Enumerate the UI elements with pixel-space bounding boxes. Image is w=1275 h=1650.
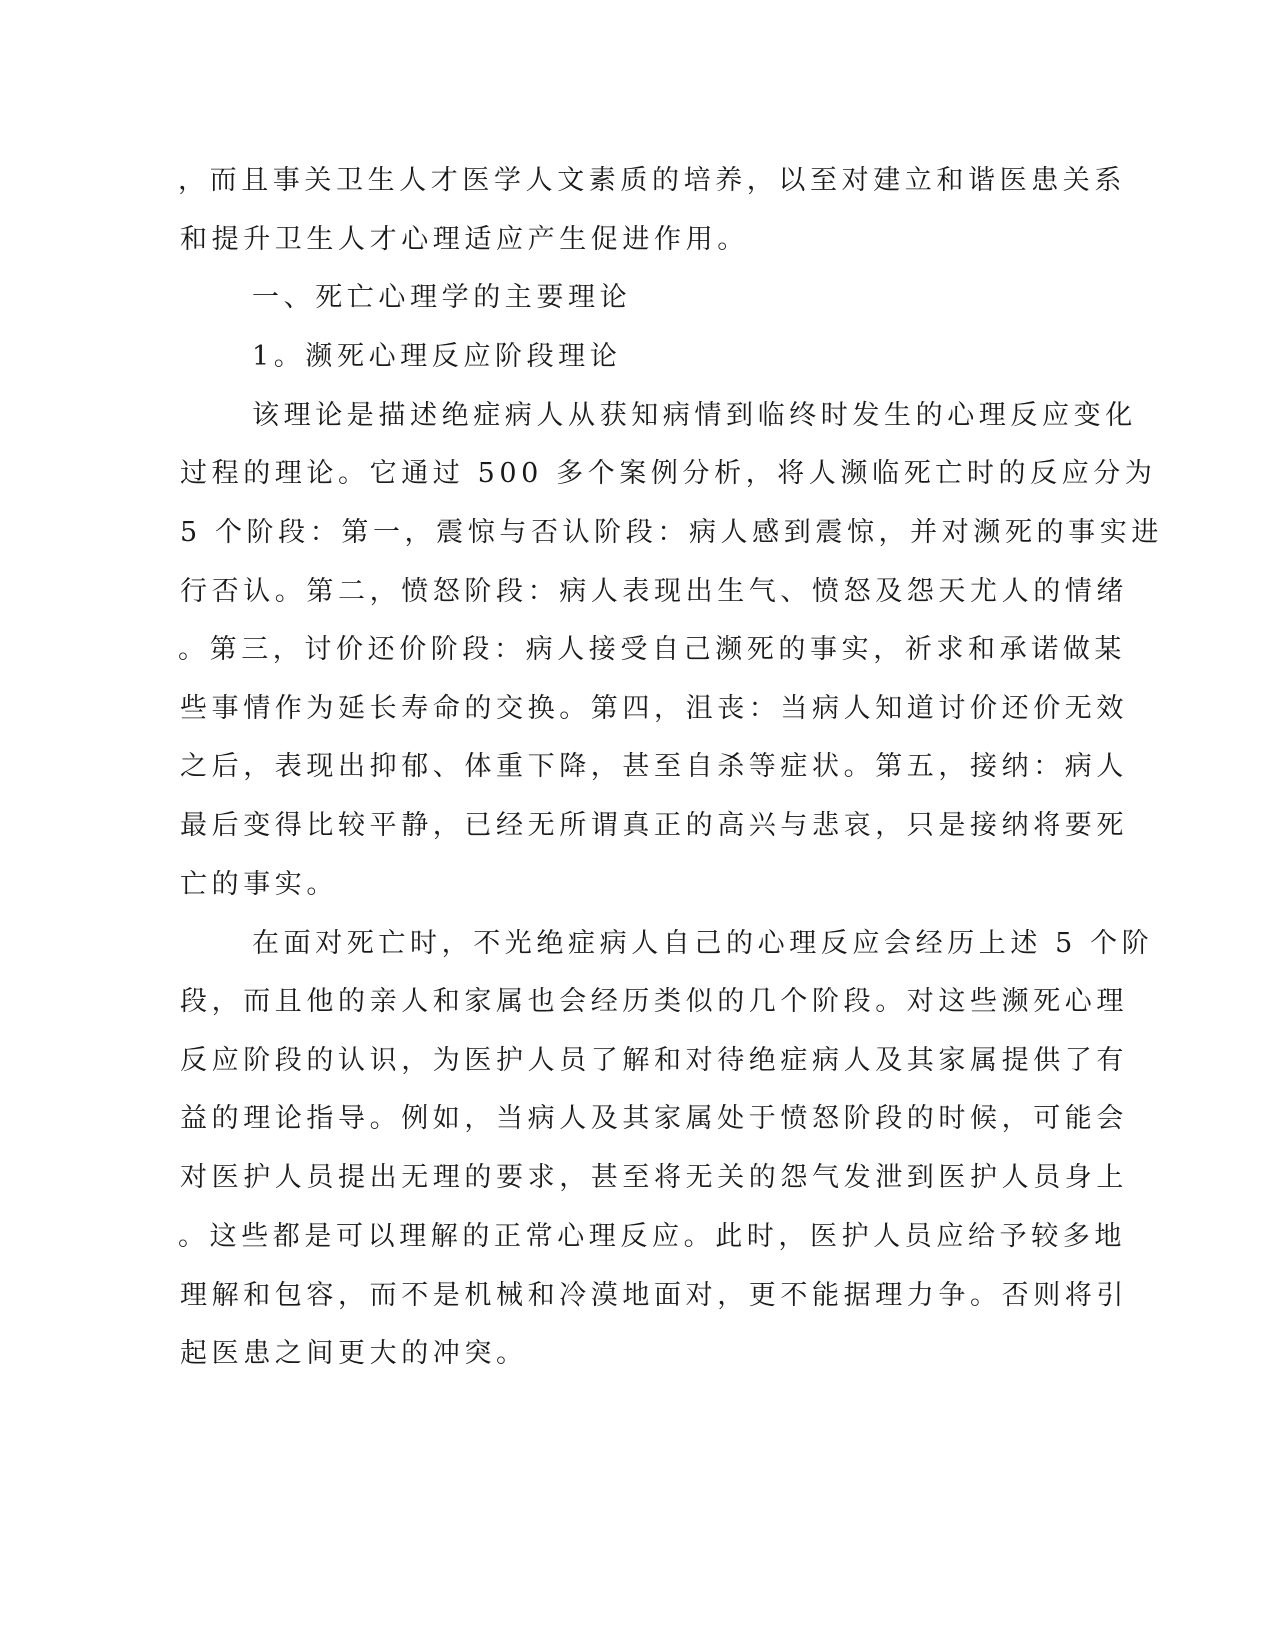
paragraph-line-10: 最后变得比较平静，已经无所谓真正的高兴与悲哀，只是接纳将要死 <box>180 810 1128 841</box>
paragraph-line-7: 。第三，讨价还价阶段：病人接受自己濒死的事实，祈求和承诺做某 <box>178 634 1126 665</box>
paragraph-line-14: 反应阶段的认识，为医护人员了解和对待绝症病人及其家属提供了有 <box>180 1045 1128 1076</box>
paragraph-line-3: 该理论是描述绝症病人从获知病情到临终时发生的心理反应变化 <box>252 400 1137 431</box>
paragraph-line-12: 在面对死亡时，不光绝症病人自己的心理反应会经历上述 5 个阶 <box>252 928 1154 959</box>
paragraph-line-16: 对医护人员提出无理的要求，甚至将无关的怨气发泄到医护人员身上 <box>180 1162 1128 1193</box>
paragraph-line-9: 之后，表现出抑郁、体重下降，甚至自杀等症状。第五，接纳：病人 <box>180 751 1128 782</box>
paragraph-line-11: 亡的事实。 <box>180 869 338 900</box>
paragraph-line-15: 益的理论指导。例如，当病人及其家属处于愤怒阶段的时候，可能会 <box>180 1103 1128 1134</box>
paragraph-line-2: 和提升卫生人才心理适应产生促进作用。 <box>180 224 749 255</box>
paragraph-line-17: 。这些都是可以理解的正常心理反应。此时，医护人员应给予较多地 <box>178 1221 1126 1252</box>
paragraph-line-6: 行否认。第二，愤怒阶段：病人表现出生气、愤怒及怨天尤人的情绪 <box>180 576 1128 607</box>
subsection-heading: 1。濒死心理反应阶段理论 <box>252 341 622 372</box>
paragraph-line-5: 5 个阶段：第一，震惊与否认阶段：病人感到震惊，并对濒死的事实进 <box>180 517 1163 548</box>
paragraph-line-8: 些事情作为延长寿命的交换。第四，沮丧：当病人知道讨价还价无效 <box>180 693 1128 724</box>
paragraph-line-1: ，而且事关卫生人才医学人文素质的培养，以至对建立和谐医患关系 <box>178 165 1126 196</box>
paragraph-line-4: 过程的理论。它通过 500 多个案例分析，将人濒临死亡时的反应分为 <box>180 458 1157 489</box>
paragraph-line-13: 段，而且他的亲人和家属也会经历类似的几个阶段。对这些濒死心理 <box>180 986 1128 1017</box>
paragraph-line-19: 起医患之间更大的冲突。 <box>180 1338 528 1369</box>
section-heading: 一、死亡心理学的主要理论 <box>252 282 632 313</box>
paragraph-line-18: 理解和包容，而不是机械和冷漠地面对，更不能据理力争。否则将引 <box>180 1280 1128 1311</box>
